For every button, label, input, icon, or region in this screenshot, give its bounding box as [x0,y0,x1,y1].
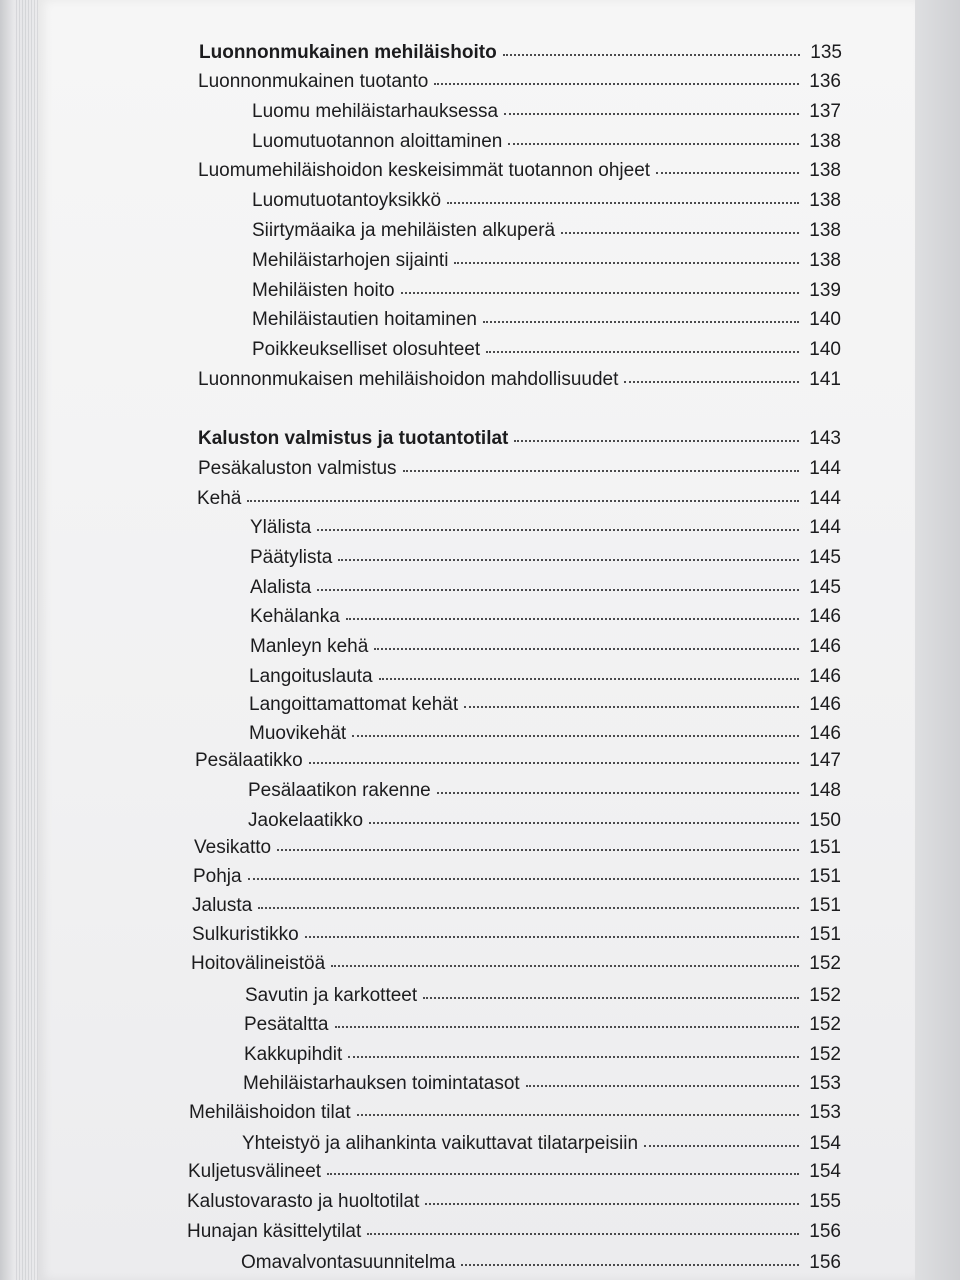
toc-entry-page: 146 [809,694,841,715]
toc-entry-title: Omavalvontasuunnitelma [241,1252,456,1273]
dot-leader [352,729,799,737]
toc-entry-title: Sulkuristikko [192,924,299,945]
toc-entry-title: Luomumehiläishoidon keskeisimmät tuotannon ohjeet [198,160,651,181]
toc-entry-page: 136 [809,71,841,92]
toc-entry-page: 140 [809,339,841,360]
dot-leader [369,816,799,824]
toc-entry [245,985,841,1007]
dot-leader [248,872,799,880]
toc-entry [198,160,841,182]
dot-leader [423,991,799,999]
dot-leader [258,901,799,909]
dot-leader [656,166,799,174]
dot-leader [401,286,799,294]
toc-entry-page: 151 [809,895,841,916]
toc-entry [193,866,841,888]
toc-entry-page: 138 [809,220,841,241]
toc-entry [252,131,841,153]
dot-leader [338,553,799,561]
toc-entry-page: 154 [809,1133,841,1154]
dot-leader [644,1139,799,1147]
toc-entry [243,1073,841,1095]
toc-entry-title: Kehälanka [250,606,340,627]
toc-entry-title: Manleyn kehä [250,636,369,657]
toc-entry-page: 145 [809,547,841,568]
dot-leader [348,1050,799,1058]
toc-entry-title: Langoittamattomat kehät [249,694,459,715]
dot-leader [357,1108,799,1116]
toc-entry-page: 138 [809,160,841,181]
dot-leader [327,1167,799,1175]
toc-entry [250,606,841,628]
dot-leader [461,1258,799,1266]
toc-entry [250,517,841,539]
toc-entry-title: Mehiläistarhauksen toimintatasot [243,1073,520,1094]
toc-entry-title: Luonnonmukainen mehiläishoito [199,42,497,63]
dot-leader [503,48,800,56]
dot-leader [514,434,799,442]
toc-entry-page: 144 [809,458,841,479]
toc-entry-title: Luomutuotannon aloittaminen [252,131,503,152]
toc-entry-title: Luonnonmukaisen mehiläishoidon mahdollisuudet [198,369,619,390]
dot-leader [367,1227,799,1235]
dot-leader [335,1020,800,1028]
toc-entry-title: Langoituslauta [249,666,373,687]
toc-entry-title: Pesälaatikko [195,750,303,771]
toc-entry [252,190,841,212]
toc-entry-page: 155 [809,1191,841,1212]
toc-entry-page: 156 [809,1221,841,1242]
toc-entry-page: 146 [809,666,841,687]
toc-entry [252,250,841,272]
dot-leader [454,256,799,264]
toc-entry [250,547,841,569]
toc-entry-title: Kehä [197,488,242,509]
toc-entry-page: 148 [809,780,841,801]
toc-entry-title: Poikkeukselliset olosuhteet [252,339,481,360]
toc-entry [198,71,841,93]
dot-leader [504,107,799,115]
toc-entry-title: Pesäkaluston valmistus [198,458,397,479]
toc-entry-page: 135 [810,42,842,63]
toc-entry [187,1221,841,1243]
toc-entry-page: 139 [809,280,841,301]
dot-leader [317,583,799,591]
toc-entry-title: Jaokelaatikko [248,810,364,831]
toc-entry-title: Mehiläishoidon tilat [189,1102,351,1123]
toc-entry [252,220,841,242]
toc-entry-page: 146 [809,636,841,657]
toc-entry [194,837,841,859]
toc-entry [252,280,841,302]
toc-entry-page: 153 [809,1073,841,1094]
toc-entry [188,1161,841,1183]
toc-entry [249,694,841,716]
toc-entry-title: Alalista [250,577,312,598]
dot-leader [526,1079,799,1087]
toc-entry [252,339,841,361]
toc-entry-title: Hunajan käsittelytilat [187,1221,362,1242]
toc-entry [242,1133,841,1155]
toc-entry-page: 150 [809,810,841,831]
toc-entry-title: Mehiläistarhojen sijainti [252,250,449,271]
toc-entry [241,1252,841,1274]
toc-entry-page: 154 [809,1161,841,1182]
toc-entry [248,780,841,802]
dot-leader [483,315,799,323]
toc-entry-title: Pesälaatikon rakenne [248,780,431,801]
toc-entry [244,1014,841,1036]
dot-leader [447,196,799,204]
toc-entry-page: 141 [809,369,841,390]
toc-entry-page: 152 [809,1014,841,1035]
toc-entry-title: Luonnonmukainen tuotanto [198,71,429,92]
toc-entry-page: 152 [809,1044,841,1065]
dot-leader [379,672,799,680]
toc-entry-page: 151 [809,866,841,887]
toc-entry-page: 138 [809,190,841,211]
toc-entry-title: Kuljetusvälineet [188,1161,322,1182]
toc-entry [252,309,841,331]
toc-entry-title: Savutin ja karkotteet [245,985,418,1006]
toc-entry-page: 138 [809,131,841,152]
toc-entry [249,723,841,745]
toc-entry-page: 147 [809,750,841,771]
toc-entry-page: 152 [809,953,841,974]
dot-leader [464,700,799,708]
toc-entry-title: Päätylista [250,547,333,568]
toc-entry-title: Mehiläisten hoito [252,280,395,301]
dot-leader [624,375,799,383]
toc-entry-title: Hoitovälineistöä [191,953,326,974]
toc-entry-title: Muovikehät [249,723,347,744]
toc-entry [189,1102,841,1124]
dot-leader [434,77,799,85]
toc-entry-title: Vesikatto [194,837,272,858]
toc-entry-title: Pesätaltta [244,1014,329,1035]
toc-entry-page: 140 [809,309,841,330]
toc-entry-title: Kalustovarasto ja huoltotilat [187,1191,420,1212]
toc-entry-page: 153 [809,1102,841,1123]
toc-entry [197,488,841,510]
toc-entry-title: Jalusta [192,895,253,916]
toc-entry-page: 151 [809,924,841,945]
toc-entry [191,953,841,975]
toc-entry-title: Ylälista [250,517,312,538]
toc-entry [198,369,841,391]
toc-entry [252,101,841,123]
toc-entry [187,1191,841,1213]
toc-entry [192,924,841,946]
toc-entry-page: 144 [809,517,841,538]
toc-entry-page: 143 [809,428,841,449]
dot-leader [309,756,799,764]
toc-entry-page: 146 [809,723,841,744]
toc-entry [250,577,841,599]
toc-entry-page: 146 [809,606,841,627]
toc-entry-title: Pohja [193,866,242,887]
toc-entry [192,895,841,917]
toc-entry-title: Luomutuotantoyksikkö [252,190,442,211]
toc-entry [248,810,841,832]
dot-leader [305,930,799,938]
dot-leader [437,786,799,794]
toc-entry [198,428,841,450]
toc-entry [250,636,841,658]
toc-entry-title: Kakkupihdit [244,1044,343,1065]
dot-leader [247,494,799,502]
dot-leader [346,612,799,620]
toc-entry-title: Yhteistyö ja alihankinta vaikuttavat tilatarpeisiin [242,1133,639,1154]
dot-leader [425,1197,799,1205]
dot-leader [331,959,799,967]
dot-leader [561,226,799,234]
toc-entry-page: 145 [809,577,841,598]
toc-entry-title: Mehiläistautien hoitaminen [252,309,477,330]
dot-leader [486,345,799,353]
dot-leader [403,464,799,472]
toc-entry-page: 137 [809,101,841,122]
toc-entry-title: Kaluston valmistus ja tuotantotilat [198,428,509,449]
toc-entry [195,750,841,772]
dot-leader [374,642,799,650]
toc-entry [199,42,842,64]
toc-entry-page: 156 [809,1252,841,1273]
toc-entry [244,1044,841,1066]
toc-entry-page: 152 [809,985,841,1006]
toc-entry-title: Siirtymäaika ja mehiläisten alkuperä [252,220,556,241]
toc-entry-page: 151 [809,837,841,858]
toc-entry-page: 138 [809,250,841,271]
toc-entry [249,666,841,688]
toc-entry [198,458,841,480]
dot-leader [508,137,799,145]
toc-entry-title: Luomu mehiläistarhauksessa [252,101,499,122]
toc-entry-page: 144 [809,488,841,509]
dot-leader [317,523,799,531]
dot-leader [277,843,799,851]
